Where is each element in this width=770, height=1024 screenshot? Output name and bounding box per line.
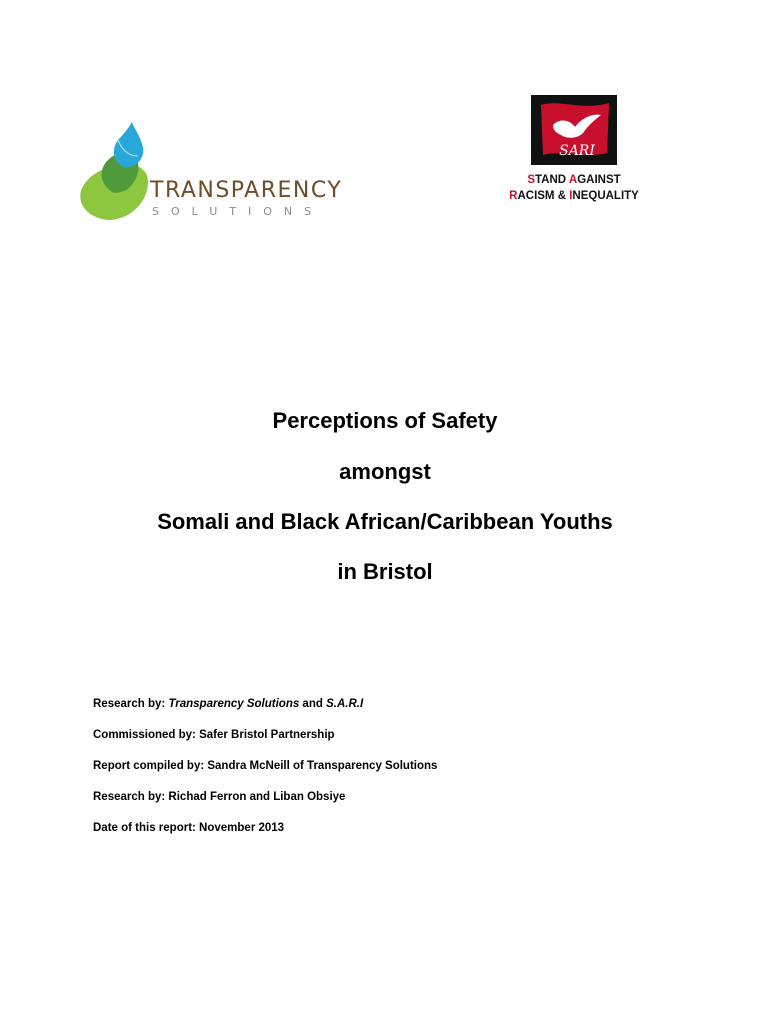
research-by-people: Research by: Richad Ferron and Liban Obsiye [93,791,346,803]
sari-tagline-line1: STAND AGAINST [527,174,621,186]
dove-flag-icon [531,95,617,165]
sari-mark-text: SARI [559,143,595,159]
report-title-line1: Perceptions of Safety [272,408,498,433]
commissioned-by: Commissioned by: Safer Bristol Partnership [93,729,335,741]
transparency-logo-subtitle: SOLUTIONS [152,205,324,218]
sari-tagline-line2: RACISM & INEQUALITY [509,190,639,202]
leaf-drop-logo-icon [78,122,153,220]
transparency-logo-name: TRANSPARENCY [150,178,343,203]
report-title-line2: amongst [339,459,431,484]
report-details [93,697,437,852]
report-title-line4: in Bristol [337,559,433,584]
report-compiled-by: Report compiled by: Sandra McNeill of Transparency Solutions [93,760,438,772]
sari-logo [531,95,617,165]
research-by-orgs: Research by: Transparency Solutions and S.A.R.I [93,698,364,710]
sari-tagline [482,172,666,204]
transparency-solutions-logo [78,122,348,222]
report-title-line3: Somali and Black African/Caribbean Youths [157,509,613,534]
report-date: Date of this report: November 2013 [93,822,285,834]
